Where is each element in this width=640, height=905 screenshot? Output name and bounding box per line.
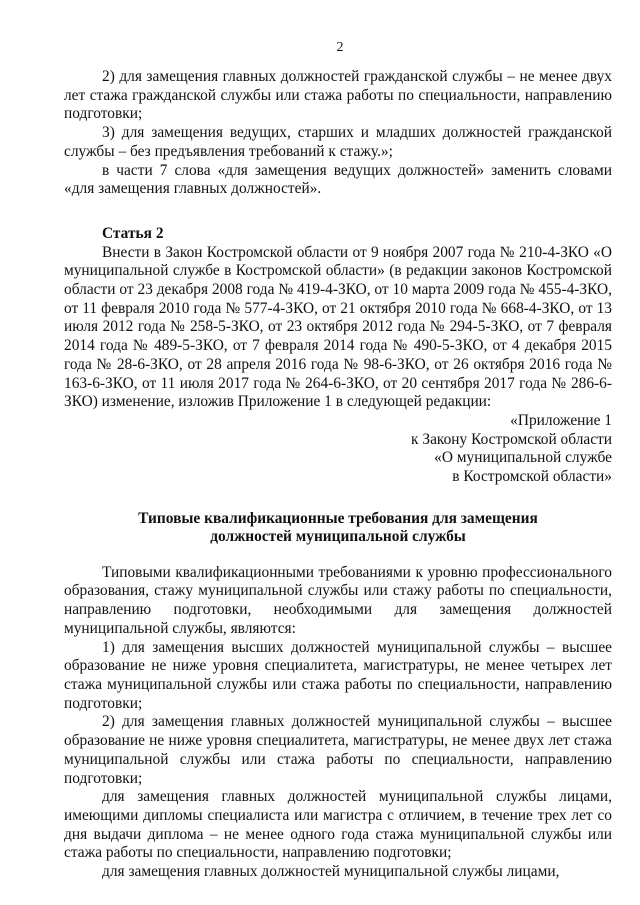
paragraph-civil-service-main: 2) для замещения главных должностей гражданской службы – не менее двух лет стажа гражданской службы или стажа работы по специальности, направлению подготовки; [64,68,612,123]
paragraph-main-positions-continued: для замещения главных должностей муниципальной службы лицами, [102,863,560,881]
paragraph-main-positions-honors: для замещения главных должностей муниципальной службы лицами, имеющими дипломы специалиста или магистра с отличием, в течение трех лет со дня выдачи диплома – не менее одного года стажа муниципальной службы или стажа работы по специальности, направлению подготовки; [64,788,612,862]
article-2-text: Внести в Закон Костромской области от 9 ноября 2007 года № 210-4-ЗКО «О муниципальной службе в Костромской области» (в редакции законов Костромской области от 23 декабря 2008 года № 419-4-ЗКО, от 10 марта 2009 года № 455-4-ЗКО, от 11 февраля 2010 года № 577-4-ЗКО, от 21 октября 2010 года № 668-4-ЗКО, от 13 июля 2012 года № 258-5-ЗКО, от 23 октября 2012 года № 294-5-ЗКО, от 7 февраля 2014 года № 489-5-ЗКО, от 7 февраля 2014 года № 490-5-ЗКО, от 4 декабря 2015 года № 28-6-ЗКО, от 28 апреля 2016 года № 98-6-ЗКО, от 26 октября 2016 года № 163-6-ЗКО, от 11 июля 2017 года № 264-6-ЗКО, от 20 сентября 2017 года № 286-6-ЗКО) изменение, изложив Приложение 1 в следующей редакции: [64,243,612,411]
paragraph-highest-positions: 1) для замещения высших должностей муниципальной службы – высшее образование не ниже уровня специалитета, магистратуры, не менее четырех лет стажа муниципальной службы или стажа работы по специальности, направлению подготовки; [64,638,612,712]
requirements-title [64,510,612,547]
paragraph-civil-service-leading: 3) для замещения ведущих, старших и младших должностей гражданской службы – без предъявления требований к стажу.»; [64,124,612,160]
paragraph-part-7-amendment: в части 7 слова «для замещения ведущих должностей» заменить словами «для замещения главных должностей». [64,161,612,198]
document-body [64,68,612,882]
appendix-reference [64,412,612,487]
page-number: 2 [336,40,344,55]
appendix-line-4: в Костромской области» [452,468,612,486]
paragraph-requirements-intro: Типовыми квалификационными требованиями к уровню профессионального образования, стажу муниципальной службы или стажу работы по специальности, направлению подготовки, необходимыми для замещения должностей муниципальной службы, являются: [64,563,612,637]
requirements-title-line-1: Типовые квалификационные требования для замещения [138,509,538,527]
appendix-line-1: «Приложение 1 [510,411,612,429]
requirements-title-line-2: должностей муниципальной службы [210,528,466,546]
paragraph-main-positions: 2) для замещения главных должностей муниципальной службы – высшее образование не ниже уровня специалитета, магистратуры, не менее двух лет стажа муниципальной службы или стажа работы по специальности, направлению подготовки; [64,713,612,787]
article-2-heading: Статья 2 [102,224,164,242]
appendix-line-2: к Закону Костромской области [411,430,612,448]
appendix-line-3: «О муниципальной службе [434,449,612,467]
